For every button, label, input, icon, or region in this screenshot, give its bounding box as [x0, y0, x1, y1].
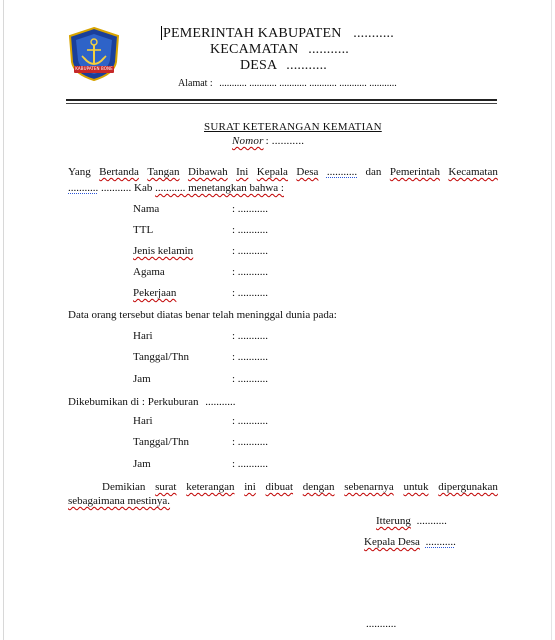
closing-word: untuk [403, 481, 429, 493]
burial-intro [68, 396, 235, 408]
regency-emblem-icon [66, 26, 122, 82]
nomor-label: Nomor [232, 135, 264, 147]
detail-row [0, 373, 555, 389]
intro-word: Desa [296, 166, 319, 178]
detail-label: Nama [133, 203, 160, 215]
header-line-village [240, 58, 327, 74]
intro-word: ........... [326, 166, 358, 178]
signature-name: ........... [366, 618, 397, 630]
closing-line-1 [102, 481, 498, 493]
intro-fill: ........... menetangkan bahwa : [155, 182, 284, 194]
text-cursor [161, 26, 162, 40]
nomor-fill: : ........... [265, 135, 305, 147]
detail-value: : ........... [232, 266, 269, 278]
detail-value: : ........... [232, 287, 269, 299]
district-label: KECAMATAN [210, 42, 299, 57]
detail-row [0, 436, 555, 452]
burial-intro-fill: ........... [205, 396, 236, 408]
closing-word: surat [155, 481, 177, 493]
detail-row [0, 415, 555, 431]
detail-value: : ........... [232, 330, 269, 342]
closing-word: dibuat [265, 481, 294, 493]
closing-line-2: sebagaimana mestinya. [68, 495, 171, 507]
detail-label: Agama [133, 266, 165, 278]
page-left-edge [3, 0, 4, 640]
detail-label: Tanggal/Thn [133, 436, 190, 448]
emblem-banner-text: KABUPATEN BONE [75, 66, 113, 71]
detail-row [0, 458, 555, 474]
address-fill: ........... ........... ........... ........... ........... ........... [219, 78, 397, 89]
detail-value: : ........... [232, 415, 269, 427]
address-label: Alamat : [178, 78, 213, 89]
intro-word: Kecamatan [448, 166, 498, 178]
signature-role [364, 536, 456, 548]
intro-word: Kepala [256, 166, 288, 178]
detail-value: : ........... [232, 203, 269, 215]
intro-word: Yang [68, 166, 91, 178]
detail-value: : ........... [232, 224, 269, 236]
detail-row [0, 351, 555, 367]
intro-word: Ini [236, 166, 249, 178]
closing-word: ini [244, 481, 256, 493]
detail-label: Pekerjaan [133, 287, 177, 299]
document-title: SURAT KETERANGAN KEMATIAN [204, 121, 382, 133]
signature-place-label: Itterung [376, 515, 411, 527]
header-address [178, 78, 397, 89]
closing-word: sebenarnya [344, 481, 394, 493]
intro-word: Pemerintah [389, 166, 440, 178]
detail-value: : ........... [232, 351, 269, 363]
detail-label: TTL [133, 224, 154, 236]
district-fill: ........... [308, 42, 349, 57]
closing-word: keterangan [186, 481, 235, 493]
detail-row [0, 287, 555, 303]
closing-word: Demikian [102, 481, 146, 493]
signature-place-fill: ........... [416, 515, 447, 527]
burial-intro-label: Dikebumikan di : Perkuburan [68, 396, 199, 408]
detail-value: : ........... [232, 373, 269, 385]
signature-place [376, 515, 447, 527]
signature-role-fill: ........... [425, 536, 456, 548]
detail-label: Jam [133, 458, 151, 470]
regency-label: PEMERINTAH KABUPATEN [163, 26, 342, 41]
intro-fill: ........... Kab [101, 182, 153, 194]
detail-row [0, 266, 555, 282]
header-rule-thin [66, 103, 497, 104]
closing-word: dipergunakan [438, 481, 498, 493]
closing-word: dengan [302, 481, 335, 493]
intro-word: dan [365, 166, 382, 178]
intro-word: Bertanda [99, 166, 139, 178]
detail-value: : ........... [232, 436, 269, 448]
header-rule-thick [66, 99, 497, 101]
intro-fill: ........... [68, 182, 99, 194]
village-label: DESA [240, 58, 277, 73]
detail-label: Hari [133, 415, 153, 427]
detail-row [0, 245, 555, 261]
detail-value: : ........... [232, 458, 269, 470]
detail-label: Jam [133, 373, 151, 385]
page-right-edge [551, 0, 552, 640]
detail-row [0, 203, 555, 219]
detail-row [0, 330, 555, 346]
detail-label: Tanggal/Thn [133, 351, 190, 363]
detail-label: Hari [133, 330, 153, 342]
village-fill: ........... [286, 58, 327, 73]
intro-word: Dibawah [187, 166, 228, 178]
intro-line-2 [68, 182, 284, 194]
intro-word: Tangan [147, 166, 180, 178]
detail-row [0, 224, 555, 240]
death-intro: Data orang tersebut diatas benar telah meninggal dunia pada: [68, 309, 337, 321]
detail-value: : ........... [232, 245, 269, 257]
detail-label: Jenis kelamin [133, 245, 194, 257]
document-number [232, 135, 304, 147]
regency-fill: ........... [353, 26, 394, 41]
intro-line-1 [68, 166, 498, 178]
signature-role-label: Kepala Desa [364, 536, 420, 548]
header-line-district [210, 42, 349, 58]
header-line-regency [163, 26, 394, 42]
